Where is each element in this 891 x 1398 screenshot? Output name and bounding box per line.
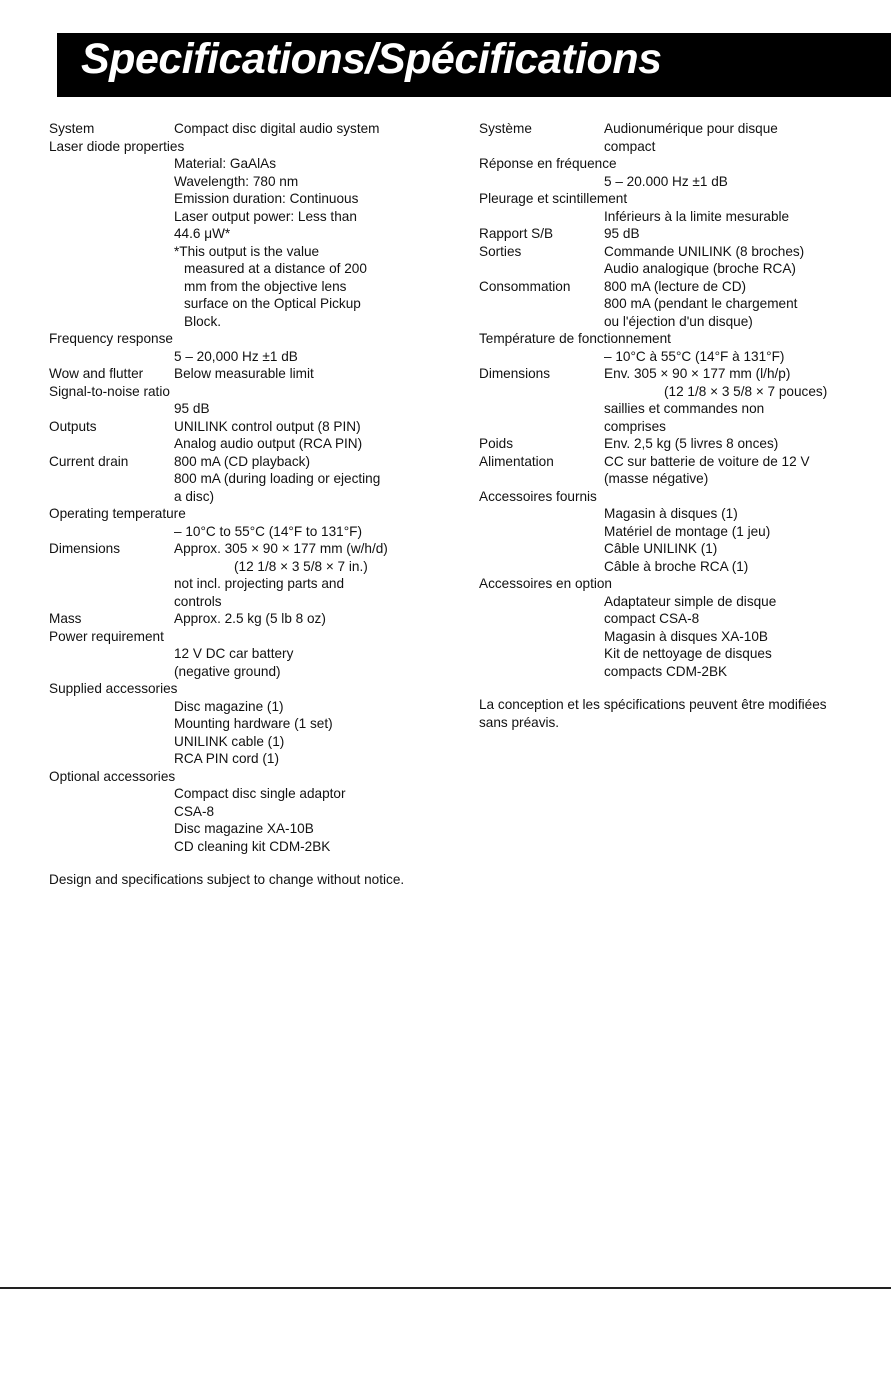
spec-row — [479, 120, 859, 155]
spec-value-line: Below measurable limit — [174, 366, 314, 381]
spec-value-line: 12 V DC car battery — [174, 646, 294, 661]
spec-value-line: Compact disc digital audio system — [174, 121, 380, 136]
spec-row — [479, 435, 859, 453]
spec-value — [174, 155, 429, 330]
spec-value — [174, 523, 429, 541]
spec-value — [604, 348, 859, 366]
spec-value-line: Env. 2,5 kg (5 livres 8 onces) — [604, 436, 779, 451]
french-spec-list — [479, 120, 859, 680]
title-bar — [57, 33, 891, 97]
spec-value-line: Magasin à disques XA-10B — [604, 628, 768, 644]
spec-value-line: – 10°C à 55°C (14°F à 131°F) — [604, 348, 785, 364]
spec-value-line: mm from the objective lens — [184, 278, 347, 294]
spec-value-line: surface on the Optical Pickup — [184, 296, 361, 311]
spec-value-line: Wavelength: 780 nm — [174, 173, 299, 189]
spec-label: Current drain — [49, 453, 129, 469]
spec-value-line: Block. — [184, 313, 222, 329]
spec-label: Sorties — [479, 243, 522, 259]
spec-label: Supplied accessories — [49, 681, 178, 696]
french-specifications-column — [479, 120, 859, 731]
spec-row — [479, 155, 859, 190]
spec-value-line: 800 mA (CD playback) — [174, 453, 310, 469]
spec-value-line: a disc) — [174, 488, 215, 504]
spec-value — [604, 593, 859, 681]
spec-row — [49, 628, 429, 681]
spec-row — [49, 540, 429, 610]
spec-value — [604, 173, 859, 191]
spec-row — [479, 365, 859, 435]
english-notice: Design and specifications subject to change without notice. — [49, 872, 405, 887]
spec-value — [604, 278, 859, 331]
spec-label: Poids — [479, 436, 514, 451]
spec-label: Wow and flutter — [49, 366, 144, 381]
spec-value — [604, 225, 859, 243]
spec-value-line: 800 mA (lecture de CD) — [604, 278, 747, 294]
spec-value-line: ou l'éjection d'un disque) — [604, 313, 753, 329]
spec-label: Laser diode properties — [49, 138, 185, 154]
spec-value — [174, 540, 429, 610]
spec-label: Alimentation — [479, 453, 554, 469]
spec-label: Système — [479, 121, 532, 136]
spec-value-line: 5 – 20,000 Hz ±1 dB — [174, 348, 298, 364]
spec-row — [479, 225, 859, 243]
spec-value-line: (12 1/8 × 3 5/8 × 7 in.) — [234, 558, 368, 574]
spec-value-line: compact CSA-8 — [604, 611, 700, 626]
spec-value-line: (12 1/8 × 3 5/8 × 7 pouces) — [664, 383, 828, 399]
spec-row — [49, 330, 429, 365]
spec-row — [49, 610, 429, 628]
spec-label: Outputs — [49, 418, 97, 434]
spec-row — [49, 768, 429, 856]
spec-value-line: Compact disc single adaptor — [174, 786, 346, 801]
spec-label: Rapport S/B — [479, 226, 554, 241]
english-spec-list — [49, 120, 429, 855]
spec-label: Accessoires fournis — [479, 488, 597, 504]
spec-value-line: Commande UNILINK (8 broches) — [604, 243, 805, 259]
spec-value — [604, 120, 859, 155]
spec-value-line: *This output is the value — [174, 243, 320, 259]
spec-row — [49, 505, 429, 540]
spec-value-line: compact — [604, 138, 656, 154]
spec-value-line: Disc magazine XA-10B — [174, 821, 314, 836]
bottom-divider — [0, 1287, 891, 1289]
spec-value — [604, 505, 859, 575]
spec-value-line: RCA PIN cord (1) — [174, 751, 279, 766]
spec-label: Dimensions — [479, 366, 551, 381]
spec-value — [174, 698, 429, 768]
spec-value-line: (negative ground) — [174, 663, 281, 679]
spec-value-line: Matériel de montage (1 jeu) — [604, 523, 771, 539]
spec-row — [479, 330, 859, 365]
english-specifications-column — [49, 120, 429, 889]
spec-value — [174, 785, 429, 855]
spec-value-line: Câble à broche RCA (1) — [604, 558, 749, 574]
spec-label: Signal-to-noise ratio — [49, 383, 170, 399]
page-title: Specifications/Spécifications — [81, 35, 662, 83]
spec-value-line: Mounting hardware (1 set) — [174, 716, 333, 731]
spec-value — [604, 243, 859, 278]
spec-label: Mass — [49, 611, 82, 626]
spec-value — [174, 365, 429, 383]
spec-row — [479, 190, 859, 225]
spec-value-line: 800 mA (pendant le chargement — [604, 296, 798, 311]
spec-label: Frequency response — [49, 331, 173, 346]
spec-value-line: Audionumérique pour disque — [604, 121, 778, 136]
spec-row — [49, 120, 429, 138]
spec-value-line: UNILINK cable (1) — [174, 733, 285, 749]
spec-value-line: saillies et commandes non — [604, 401, 765, 416]
spec-value-line: Approx. 305 × 90 × 177 mm (w/h/d) — [174, 541, 388, 556]
spec-row — [479, 243, 859, 278]
spec-row — [479, 575, 859, 680]
spec-row — [479, 488, 859, 576]
spec-label: Réponse en fréquence — [479, 156, 617, 171]
spec-value-line: not incl. projecting parts and — [174, 576, 345, 591]
spec-row — [49, 418, 429, 453]
spec-value-line: – 10°C to 55°C (14°F to 131°F) — [174, 523, 362, 539]
spec-value-line: CSA-8 — [174, 803, 215, 819]
spec-value-line: 44.6 μW* — [174, 226, 231, 241]
spec-label: Dimensions — [49, 541, 121, 556]
spec-label: Power requirement — [49, 628, 164, 644]
spec-row — [49, 453, 429, 506]
french-notice: La conception et les spécifications peuvent être modifiées sans préavis. — [479, 697, 827, 730]
spec-value-line: Laser output power: Less than — [174, 208, 357, 224]
spec-row — [479, 278, 859, 331]
spec-value — [174, 120, 429, 138]
spec-row — [479, 453, 859, 488]
spec-value-line: Audio analogique (broche RCA) — [604, 261, 796, 276]
spec-row — [49, 680, 429, 768]
spec-row — [49, 138, 429, 331]
spec-value-line: Câble UNILINK (1) — [604, 541, 718, 556]
spec-value — [174, 418, 429, 453]
spec-row — [49, 383, 429, 418]
spec-value-line: comprises — [604, 418, 666, 434]
spec-label: Consommation — [479, 278, 571, 294]
spec-label: Pleurage et scintillement — [479, 191, 628, 206]
spec-value — [604, 208, 859, 226]
spec-label: Operating temperature — [49, 506, 186, 521]
spec-value-line: Emission duration: Continuous — [174, 191, 359, 206]
spec-value-line: Disc magazine (1) — [174, 698, 284, 714]
spec-label: Accessoires en option — [479, 576, 612, 591]
spec-value — [604, 453, 859, 488]
spec-row — [49, 365, 429, 383]
spec-value-line: CD cleaning kit CDM-2BK — [174, 838, 331, 854]
spec-value-line: CC sur batterie de voiture de 12 V — [604, 453, 810, 469]
spec-value-line: 800 mA (during loading or ejecting — [174, 471, 381, 486]
spec-value-line: (masse négative) — [604, 471, 709, 486]
spec-value — [174, 400, 429, 418]
spec-value-line: controls — [174, 593, 222, 609]
spec-label: Température de fonctionnement — [479, 331, 671, 346]
spec-value-line: 95 dB — [604, 226, 640, 241]
spec-value — [174, 348, 429, 366]
spec-value-line: 5 – 20.000 Hz ±1 dB — [604, 173, 728, 189]
spec-value-line: 95 dB — [174, 401, 210, 416]
spec-value-line: compacts CDM-2BK — [604, 663, 728, 679]
spec-value-line: Approx. 2.5 kg (5 lb 8 oz) — [174, 611, 326, 626]
spec-value-line: Env. 305 × 90 × 177 mm (l/h/p) — [604, 366, 791, 381]
spec-value — [604, 365, 859, 435]
spec-value-line: measured at a distance of 200 — [184, 261, 367, 276]
spec-label: System — [49, 121, 95, 136]
spec-value — [174, 645, 429, 680]
spec-label: Optional accessories — [49, 768, 176, 784]
spec-value-line: Inférieurs à la limite mesurable — [604, 208, 790, 224]
spec-value-line: Analog audio output (RCA PIN) — [174, 436, 363, 451]
spec-value-line: Kit de nettoyage de disques — [604, 646, 772, 661]
spec-value-line: UNILINK control output (8 PIN) — [174, 418, 361, 434]
spec-value-line: Material: GaAlAs — [174, 156, 276, 171]
spec-value — [174, 610, 429, 628]
spec-value-line: Adaptateur simple de disque — [604, 593, 777, 609]
spec-value — [604, 435, 859, 453]
spec-value — [174, 453, 429, 506]
spec-value-line: Magasin à disques (1) — [604, 506, 738, 521]
